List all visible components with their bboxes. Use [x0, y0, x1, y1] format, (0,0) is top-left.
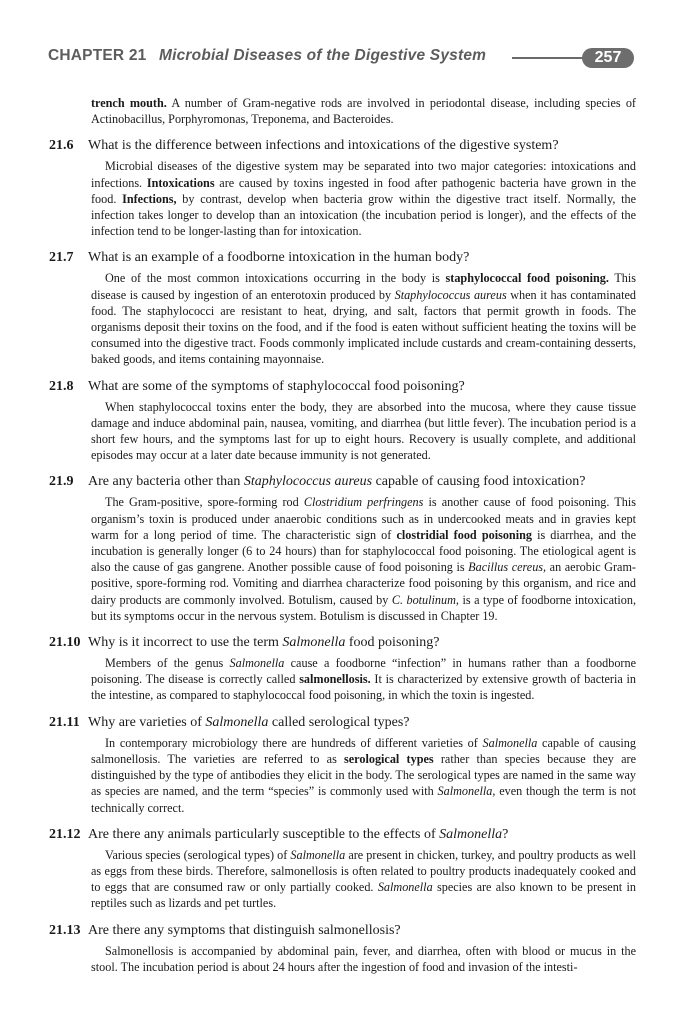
answer-bold-term: Infections, [122, 191, 177, 206]
question-line [40, 714, 636, 732]
page-number-badge: 257 [582, 48, 634, 68]
answer-text: an aerobic Gram-positive, spore-forming rod. Vomiting and diarrhea characterize food poisoning by this organism, and rice and dairy products are commonly involved. Botulism, caused by [91, 560, 636, 607]
running-header [0, 0, 683, 80]
intro-term: trench mouth. [91, 96, 167, 110]
answer-text: This disease is caused by ingestion of an enterotoxin produced by [91, 271, 637, 302]
answer-paragraph [91, 270, 636, 367]
answer-bold-term: serological types [344, 751, 434, 766]
answer-text: Various species (serological types) of [105, 847, 291, 862]
answer-text: by contrast, develop when bacteria grow within the digestive tract itself. Normally, the infection takes longer to develop than an intoxication (the incubation period is longer), and the effects of the infection tend to be longer-lasting than for intoxication. [91, 191, 637, 239]
intro-text: A number of Gram-negative rods are involved in periodontal disease, including species of Actinobacillus, Porphyromonas, Treponema, and Bacteroides. [91, 96, 636, 127]
header-rule [512, 57, 592, 59]
answer-text: In contemporary microbiology there are hundreds of different varieties of [105, 735, 483, 750]
answer-italic-term: Clostridium perfringens [303, 495, 424, 510]
question-text: What is the difference between infections and intoxications of the digestive system? [88, 138, 559, 154]
question-number: 21.12 [49, 826, 81, 842]
question-italic-term: Salmonella [439, 826, 503, 842]
answer-text: is a type of foodborne intoxication, but its symptoms occur in the nervous system. Botulism is discussed in Chapter 19. [91, 592, 636, 623]
answer-italic-term: Salmonella, [437, 784, 496, 799]
chapter-heading [48, 47, 486, 65]
question-number: 21.10 [49, 635, 81, 651]
question-italic-term: Salmonella [205, 714, 269, 730]
question-line [40, 473, 636, 491]
question-line [40, 378, 636, 396]
answer-paragraph [91, 847, 636, 912]
question-block [40, 249, 636, 367]
answer-paragraph [91, 735, 636, 816]
answer-paragraph [91, 158, 636, 239]
question-line [40, 922, 636, 940]
question-italic-term: Salmonella [282, 635, 346, 651]
answer-text: Members of the genus [105, 656, 230, 671]
answer-bold-term: Intoxications [146, 175, 215, 190]
answer-text: It is characterized by extensive growth of bacteria in the intestine, as compared to staphylococcal food poisoning, in which the toxin is ingested. [91, 672, 636, 703]
question-italic-term: Staphylococcus aureus [243, 474, 373, 490]
question-text: Are any bacteria other than [88, 474, 244, 490]
answer-text: rather than species because they are distinguished by the type of antibodies they elicit in the body. The serological types are named in the same way as species are named, and the term “species” is commonly used with [91, 751, 636, 799]
question-block [40, 922, 636, 975]
answer-italic-term: Salmonella [229, 656, 285, 671]
answer-paragraph [91, 655, 636, 704]
chapter-label: CHAPTER 21 [48, 47, 147, 64]
answer-text: Microbial diseases of the digestive system may be separated into two major categories: intoxications and infections. [91, 159, 636, 190]
question-text [88, 826, 636, 844]
question-text: Why are varieties of [88, 714, 206, 730]
question-number: 21.6 [49, 138, 74, 154]
answer-italic-term: Bacillus cereus, [468, 560, 547, 575]
answer-paragraph [91, 943, 636, 975]
question-line [40, 634, 636, 652]
answer-bold-term: staphylococcal food poisoning. [445, 271, 609, 286]
answer-text: capable of causing salmonellosis. The varieties are referred to as [91, 735, 636, 766]
answer-text: are present in chicken, turkey, and poultry products as well as eggs from these birds. Therefore, salmonellosis is often related to poultry products inadequately cooked and to eggs that are consumed raw or only partially cooked. [91, 847, 636, 895]
question-block [40, 714, 636, 816]
question-text: What are some of the symptoms of staphylococcal food poisoning? [88, 378, 465, 394]
question-text: ? [502, 826, 509, 842]
answer-text: when it has contaminated food. The staphylococci are resistant to heat, drying, and salt, factors that permit growth in foods. The organisms deposit their toxins on the food, and if the food is eaten without sufficient heating the toxins will be consumed into the digestive tract. Foods commonly implicated include custards and cream-containing desserts, baked goods, and items containing mayonnaise. [91, 287, 636, 367]
chapter-title: Microbial Diseases of the Digestive System [158, 47, 487, 64]
question-number: 21.8 [49, 378, 74, 394]
answer-italic-term: Salmonella [377, 880, 433, 895]
question-text [88, 634, 636, 652]
question-text: called serological types? [268, 714, 410, 730]
question-block [40, 473, 636, 624]
page-body [40, 95, 636, 975]
question-text: capable of causing food intoxication? [372, 474, 586, 490]
answer-text: When staphylococcal toxins enter the body, they are absorbed into the mucosa, where they cause tissue damage and induce abdominal pain, nausea, vomiting, and diarrhea (but little fever). The incubation period is a short few hours, and the symptoms last for up to eight hours. Recovery is usually complete, and additional episodes may occur at a later date because immunity is not generated. [91, 399, 636, 463]
answer-text: Salmonellosis is accompanied by abdominal pain, fever, and diarrhea, often with blood or mucus in the stool. The incubation period is about 24 hours after the ingestion of food and invasion of the intesti- [91, 943, 636, 974]
question-number: 21.9 [49, 474, 74, 490]
question-text: Why is it incorrect to use the term [88, 635, 283, 651]
question-line [40, 249, 636, 267]
answer-text: species are also known to be present in reptiles such as lizards and pet turtles. [91, 880, 636, 911]
answer-paragraph [91, 399, 636, 464]
question-number: 21.11 [49, 714, 80, 730]
answer-italic-term: C. botulinum, [391, 592, 459, 607]
answer-bold-term: clostridial food poisoning [396, 527, 532, 542]
question-text: food poisoning? [345, 635, 440, 651]
question-number: 21.13 [49, 922, 81, 938]
question-block [40, 137, 636, 239]
question-text: Are there any animals particularly susceptible to the effects of [88, 826, 440, 842]
question-text: What is an example of a foodborne intoxication in the human body? [88, 250, 470, 266]
answer-text: even though the term is not technically correct. [91, 784, 636, 815]
answer-text: is another cause of food poisoning. This organism’s toxin is produced under anaerobic conditions such as in undercooked meats and in gravies kept warm for a long period of time. The characteristic sign of [91, 495, 636, 542]
answer-text: The Gram-positive, spore-forming rod [105, 495, 304, 510]
question-block [40, 826, 636, 912]
question-list [40, 137, 636, 975]
question-block [40, 378, 636, 464]
question-number: 21.7 [49, 250, 74, 266]
intro-paragraph [91, 95, 636, 127]
answer-italic-term: Salmonella [482, 735, 538, 750]
question-line [40, 826, 636, 844]
answer-italic-term: Salmonella [290, 847, 346, 862]
answer-italic-term: Staphylococcus aureus [394, 287, 507, 302]
question-line [40, 137, 636, 155]
answer-bold-term: salmonellosis. [299, 672, 371, 687]
answer-text: are caused by toxins ingested in food after pathogenic bacteria have grown in the food. [91, 175, 637, 206]
question-text: Are there any symptoms that distinguish salmonellosis? [88, 922, 401, 938]
answer-text: One of the most common intoxications occurring in the body is [105, 271, 446, 286]
question-text [88, 473, 636, 491]
answer-text: cause a foodborne “infection” in humans rather than a foodborne poisoning. The disease is correctly called [91, 656, 636, 687]
answer-text: is diarrhea, and the incubation is generally longer (6 to 24 hours) than for staphylococcal food poisoning. The etiological agent is also the cause of gas gangrene. Another possible cause of food poisoning is [91, 527, 636, 575]
answer-paragraph [91, 494, 636, 624]
question-text [88, 714, 636, 732]
question-block [40, 634, 636, 704]
